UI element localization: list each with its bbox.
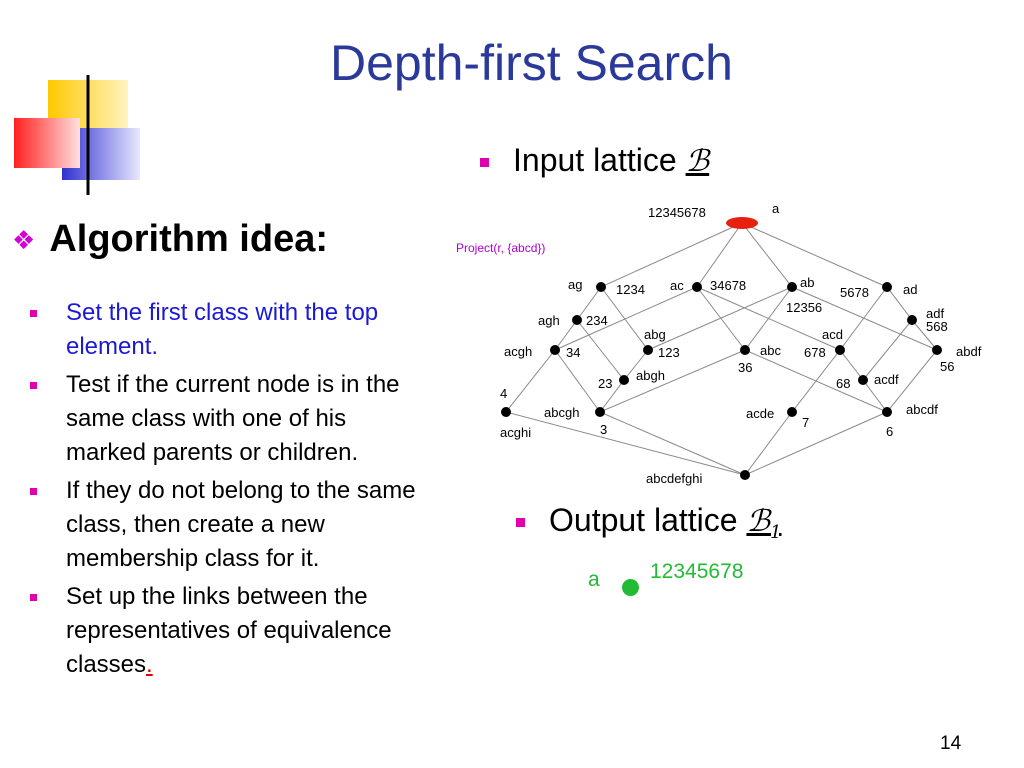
lattice-node <box>835 345 845 355</box>
lattice-symbol-b: ℬ <box>746 504 771 539</box>
node-label: abcdf <box>906 402 938 417</box>
node-label: 3 <box>600 422 608 437</box>
projection-annotation: Project(r, {abcd}) <box>456 241 546 255</box>
bullet-text: If they do not belong to the same class, then create a new membership class for it. <box>66 477 416 572</box>
node-label: agh <box>538 313 560 328</box>
output-node-extent: 12345678 <box>650 560 744 583</box>
lattice-node <box>907 315 917 325</box>
node-label: 5678 <box>840 285 869 300</box>
square-bullet-icon <box>30 488 37 495</box>
algorithm-heading <box>12 218 328 261</box>
bullet-period: . <box>146 651 153 678</box>
square-bullet-icon <box>516 518 525 527</box>
lattice-node <box>643 345 653 355</box>
output-node-attr: a <box>588 568 600 591</box>
node-label: acd <box>822 327 843 342</box>
node-label: 23 <box>598 376 613 391</box>
node-label: 678 <box>804 345 826 360</box>
lattice-node <box>932 345 942 355</box>
bullet-item <box>30 474 430 576</box>
lattice-labels <box>456 201 982 486</box>
diamond-bullet-icon: ❖ <box>12 225 36 256</box>
lattice-node <box>882 282 892 292</box>
node-label: ad <box>903 282 918 297</box>
node-label: abgh <box>636 368 665 383</box>
lattice-node-bottom <box>740 470 750 480</box>
node-label: 36 <box>738 360 753 375</box>
node-label: adf <box>926 306 945 321</box>
algorithm-heading-text: Algorithm idea: <box>49 218 328 260</box>
output-node <box>622 579 639 596</box>
node-label: 56 <box>940 359 955 374</box>
lattice-node <box>692 282 702 292</box>
square-bullet-icon <box>480 158 489 167</box>
node-label: acghi <box>500 425 532 440</box>
node-label: acdf <box>874 372 899 387</box>
lattice-node <box>787 282 797 292</box>
node-label: abg <box>644 327 666 342</box>
node-label: 12356 <box>786 300 823 315</box>
node-label: 6 <box>886 424 894 439</box>
lattice-node <box>619 375 629 385</box>
lattice-subscript: 1 <box>770 522 782 543</box>
square-bullet-icon <box>30 310 37 317</box>
node-label: a <box>772 201 780 216</box>
lattice-node <box>858 375 868 385</box>
node-label: abc <box>760 343 781 358</box>
node-label: ac <box>670 278 684 293</box>
node-label: 568 <box>926 319 948 334</box>
node-label: ab <box>800 275 815 290</box>
slide-title: Depth-first Search <box>330 35 733 91</box>
node-label: abcdefghi <box>646 471 703 486</box>
node-label: 7 <box>802 415 810 430</box>
bullet-item <box>30 296 430 364</box>
bullet-item <box>30 368 430 470</box>
input-lattice-diagram <box>440 195 1020 495</box>
node-label: abdf <box>956 344 982 359</box>
square-bullet-icon <box>30 594 37 601</box>
node-label: 4 <box>500 386 508 401</box>
lattice-node <box>572 315 582 325</box>
bullet-text: Test if the current node is in the same class with one of his marked parents or children. <box>66 371 400 466</box>
node-label: 12345678 <box>648 205 706 220</box>
node-label: 68 <box>836 376 851 391</box>
node-label: acgh <box>504 344 533 359</box>
lattice-node <box>595 407 605 417</box>
lattice-symbol-b1 <box>746 504 782 543</box>
lattice-node <box>550 345 560 355</box>
page-number: 14 <box>940 733 962 754</box>
output-lattice-label <box>516 502 781 543</box>
node-label: 34 <box>566 345 581 360</box>
bullet-text: Set the first class with the top element. <box>66 299 379 360</box>
lattice-node-top <box>726 217 758 229</box>
bullet-item <box>30 580 430 682</box>
lattice-node <box>787 407 797 417</box>
input-lattice-label <box>480 142 709 179</box>
input-lattice-text: Input lattice <box>513 142 686 178</box>
lattice-node <box>882 407 892 417</box>
node-label: 123 <box>658 345 680 360</box>
algorithm-bullet-list <box>30 296 430 686</box>
node-label: ag <box>568 277 583 292</box>
lattice-node <box>501 407 511 417</box>
output-lattice-text: Output lattice <box>549 502 747 538</box>
lattice-node <box>740 345 750 355</box>
node-label: 234 <box>586 313 608 328</box>
square-bullet-icon <box>30 382 37 389</box>
node-label: abcgh <box>544 405 580 420</box>
decorative-corner-graphic <box>0 70 140 200</box>
node-label: acde <box>746 406 775 421</box>
node-label: 1234 <box>616 282 645 297</box>
bullet-text: Set up the links between the representatives of equivalence classes <box>66 583 392 678</box>
node-label: 34678 <box>710 278 747 293</box>
lattice-symbol-b: ℬ <box>685 144 710 179</box>
lattice-node <box>596 282 606 292</box>
